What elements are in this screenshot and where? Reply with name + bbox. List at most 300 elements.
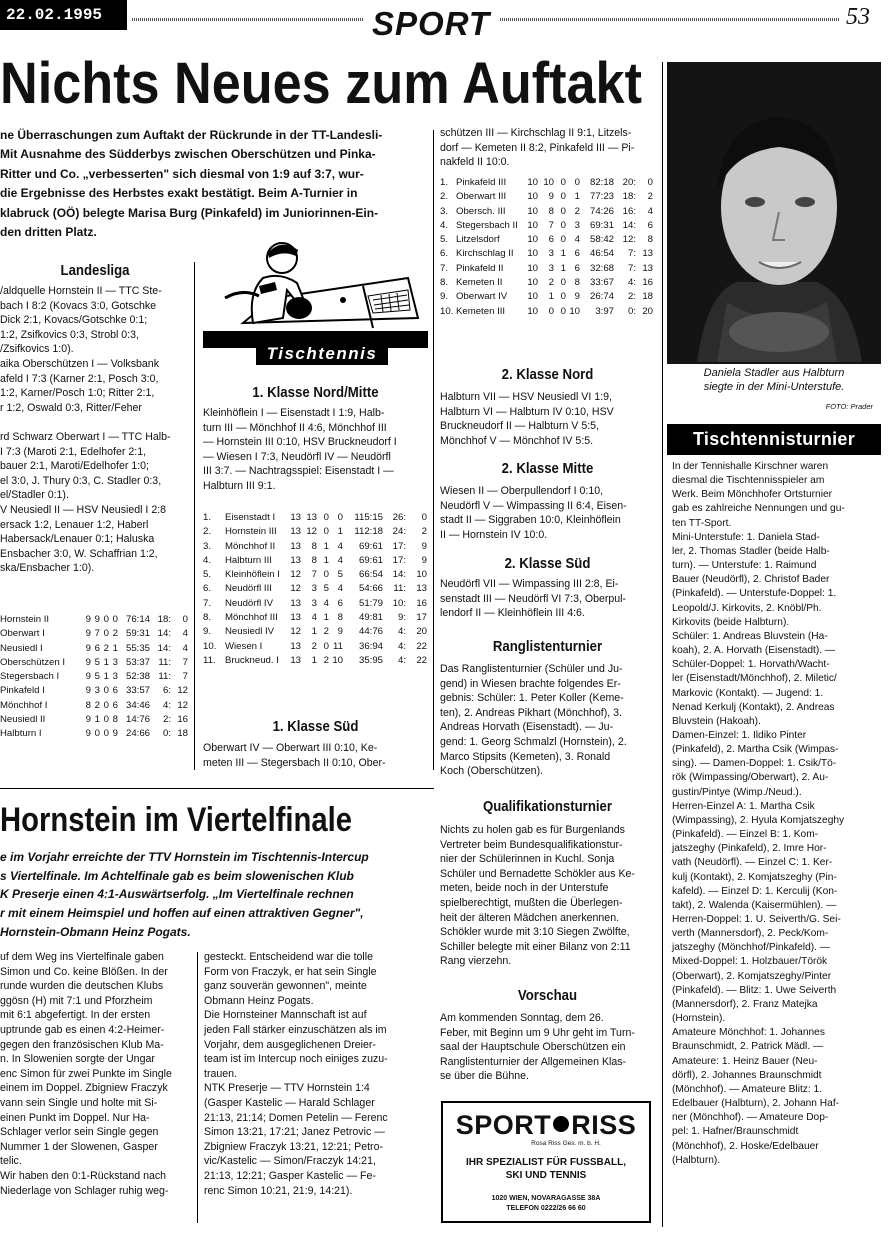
table-cell-b: 2 xyxy=(311,640,317,652)
article2-col1: uf dem Weg ins Viertelfinale gaben Simon und Co. keine Blößen. In der runde wurden die deutschen Klubs ggösn (H) mit 7:1 und Pforzheim mit 6:1 abgefertigt. In der ersten uptrunde gab es einen 4:2-Heimer- gegen den französischen Klub Ma- n. In Slowenien sorgte der Ungar enc Simon für zwei Punkte im Single einem im Doppel. Zbigniew Fraczyk vann sein Single und holte mit Si- einen Punkt im Doppel. Nur Ha- Schlager verlor sein Single gegen Nummer 1 der Slowenen, Gasper telic. Wir haben den 0:1-Rückstand nach Niederlage von Schlager ruhig weg- xyxy=(0,951,172,1197)
table-cell-d: 4 xyxy=(337,540,343,552)
photo-credit: FOTO: Prader xyxy=(825,402,873,411)
ad-slogan-2: SKI UND TENNIS xyxy=(505,1170,587,1181)
table-cell-s: 2 xyxy=(94,699,100,711)
table-cell-pts: 16: xyxy=(622,205,636,217)
table-cell-team: Pinkafeld II xyxy=(456,262,504,274)
table-cell-team: Obersch. III xyxy=(456,205,506,217)
table-cell-pts: 0: xyxy=(162,728,171,740)
date-stamp: 22.02.1995 xyxy=(0,0,127,30)
table-row xyxy=(203,640,428,654)
table-cell-c: 0 xyxy=(323,640,329,652)
table-cell-c: 1 xyxy=(560,248,566,260)
table-cell-b: 3 xyxy=(311,583,317,595)
table-cell-team: Stegersbach I xyxy=(0,671,60,683)
table-row xyxy=(0,642,190,656)
table-cell-m: 18 xyxy=(642,291,653,303)
table-cell-c: 1 xyxy=(560,262,566,274)
ad-slogan-1: IHR SPEZIALIST FÜR FUSSBALL, xyxy=(466,1157,626,1168)
ranglistenturnier-text: Das Ranglistenturnier (Schüler und Ju- gend) in Wiesen brachte folgendes Er- gebnis: Schüler: 1. Peter Koller (Keme- ten), 2. Andreas Pikhart (Mönchhof), 3. Andreas Horvath (Eisenstadt). — Ju- gend: 1. Georg Schmalzl (Hornstein), 2. Marco Stipsits (Kemeten), 3. Ronald Koch (Oberschützen). xyxy=(440,663,627,778)
table-cell-pts: 11: xyxy=(393,583,406,595)
table-cell-g: 8 xyxy=(85,699,91,711)
tischtennis-label: Tischtennis xyxy=(256,343,388,365)
table-cell-sets: 115:15 xyxy=(354,512,383,523)
table-cell-m: 2 xyxy=(421,526,427,538)
table-cell-team: Kemeten III xyxy=(456,305,506,317)
table-cell-team: Mönchhof II xyxy=(225,540,276,552)
table-cell-b: 9 xyxy=(548,191,554,203)
table-cell-m: 18 xyxy=(177,728,188,740)
table-cell-no: 5. xyxy=(440,234,449,246)
table-row xyxy=(203,511,428,525)
article2-col2: gesteckt. Entscheidend war die tolle Form von Fraczyk, er hat sein Single ganz souverän gewonnen", meinte Obmann Heinz Pogats. Die Hornsteiner Mannschaft ist auf jeden Fall stärker einzuschätzen als im Vorjahr, dem ausgeglichenen Dreier- team ist im Intercup noch einiges zuzu- trauen. NTK Preserje — TTV Hornstein 1:4 (Gasper Kastelic — Harald Schlager 21:13, 21:14; Domen Petelin — Ferenc Simon 13:21, 17:21; Janez Petrovic — Zbigniew Fraczyk 13:21, 12:21; Petro- vic/Kastelic — Simon/Fraczyk 14:21, 21:13, 12:21; Gasper Kastelic — Fe- renc Simon 10:21, 21:9, 14:21). xyxy=(204,951,388,1197)
table-cell-sets: 55:35 xyxy=(125,642,150,654)
table-cell-sets: 54:66 xyxy=(358,583,383,595)
table-cell-m: 10 xyxy=(416,569,427,581)
table-cell-no: 7. xyxy=(203,597,212,609)
table-row xyxy=(203,525,428,539)
table-cell-pts: 4: xyxy=(397,654,406,666)
table-cell-g: 9 xyxy=(85,642,91,654)
table-cell-m: 16 xyxy=(416,597,427,609)
table-cell-n: 8 xyxy=(112,714,118,726)
table-cell-sets: 33:67 xyxy=(589,277,614,289)
table-cell-sets: 34:46 xyxy=(125,699,150,711)
table-cell-sets: 112:18 xyxy=(354,526,383,538)
table-cell-pts: 14: xyxy=(157,642,171,654)
klasse-sued-2-heading: 2. Klasse Süd xyxy=(504,555,591,572)
table-cell-no: 10. xyxy=(440,305,454,317)
table-cell-c: 1 xyxy=(323,554,329,566)
table-cell-c: 0 xyxy=(323,512,329,523)
table-cell-a: 10 xyxy=(527,234,538,246)
ad-address: 1020 WIEN, NOVARAGASSE 38A xyxy=(491,1195,601,1202)
table-cell-sets: 44:76 xyxy=(358,626,383,638)
table-cell-team: Oberwart I xyxy=(0,628,45,640)
klasse-nord-2-heading: 2. Klasse Nord xyxy=(501,366,594,383)
table-cell-a: 13 xyxy=(290,540,301,552)
klasse-sued-1-results: Oberwart IV — Oberwart III 0:10, Ke- meten III — Stegersbach II 0:10, Ober- xyxy=(203,742,386,769)
table-cell-team: Kirchschlag II xyxy=(456,248,514,260)
table-row xyxy=(0,656,190,670)
table-cell-b: 8 xyxy=(311,540,317,552)
table-cell-m: 17 xyxy=(416,612,427,624)
table-cell-no: 3. xyxy=(203,540,212,552)
table-cell-d: 4 xyxy=(337,583,343,595)
table-cell-c: 2 xyxy=(323,626,329,638)
table-cell-team: Bruckneud. I xyxy=(225,654,279,666)
table-cell-b: 6 xyxy=(548,234,554,246)
table-cell-b: 0 xyxy=(548,305,554,317)
table-cell-no: 2. xyxy=(203,526,212,538)
section-title: SPORT xyxy=(372,5,491,42)
table-cell-n: 9 xyxy=(112,728,118,740)
table-cell-no: 1. xyxy=(203,512,212,523)
landesliga-heading: Landesliga xyxy=(60,262,130,279)
table-cell-d: 1 xyxy=(337,526,343,538)
table-cell-u: 0 xyxy=(103,714,109,726)
table-cell-pts: 7: xyxy=(627,262,636,274)
table-cell-u: 1 xyxy=(103,656,109,668)
table-cell-pts: 10: xyxy=(392,597,406,609)
table-cell-c: 0 xyxy=(560,234,566,246)
table-cell-sets: 77:23 xyxy=(589,191,614,203)
table-cell-m: 12 xyxy=(177,685,188,697)
table-cell-no: 5. xyxy=(203,569,212,581)
table-cell-g: 9 xyxy=(85,671,91,683)
table-cell-pts: 4: xyxy=(627,277,636,289)
table-cell-s: 9 xyxy=(94,614,100,625)
table-cell-n: 0 xyxy=(112,614,118,625)
table-cell-a: 13 xyxy=(290,640,301,652)
table-cell-pts: 14: xyxy=(392,569,406,581)
table-cell-m: 20 xyxy=(416,626,427,638)
table-cell-m: 7 xyxy=(182,671,188,683)
table-cell-a: 10 xyxy=(527,191,538,203)
table-cell-d: 3 xyxy=(574,219,580,231)
table-cell-m: 9 xyxy=(421,554,427,566)
table-cell-sets: 32:68 xyxy=(589,262,614,274)
table-cell-team: Neusiedl II xyxy=(0,714,46,726)
table-cell-d: 5 xyxy=(337,569,343,581)
table-cell-team: Hornstein III xyxy=(225,526,277,538)
table-row xyxy=(0,713,190,727)
table-cell-b: 1 xyxy=(311,654,317,666)
table-cell-m: 16 xyxy=(642,277,653,289)
table-cell-sets: 33:57 xyxy=(125,685,150,697)
table-row xyxy=(440,262,655,276)
table-cell-m: 0 xyxy=(182,614,188,625)
table-row xyxy=(203,540,428,554)
table-cell-s: 5 xyxy=(94,671,100,683)
main-lead: ne Überraschungen zum Auftakt der Rückrunde in der TT-Landesli- Mit Ausnahme des Südderbys zwischen Oberschützen und Pinka- Ritter und Co. „verbesserten" sich diesmal von 1:9 auf 3:7, wur- die Ergebnisse des Herbstes exakt bestätigt. Beim A-Turnier in klabruck (OÖ) belegte Marisa Burg (Pinkafeld) im Juniorinnen-Ein- den dritten Platz. xyxy=(0,128,383,240)
table-cell-no: 10. xyxy=(203,640,217,652)
table-row xyxy=(203,568,428,582)
table-row xyxy=(440,247,655,261)
table-cell-m: 22 xyxy=(416,654,427,666)
table-cell-s: 3 xyxy=(94,685,100,697)
table-cell-b: 3 xyxy=(311,597,317,609)
table-row xyxy=(440,290,655,304)
table-cell-m: 20 xyxy=(642,305,653,317)
qualifikationsturnier-text: Nichts zu holen gab es für Burgenlands Vertreter beim Bundesqualifikationstur- nier der Schülerinnen in Kuchl. Sonja Schüler und Bernadette Schökler aus Ke- meten, beide noch in der Unterstufe spielberechtigt, mußten die Überlegen- heit der älteren Mädchen anerkennen. Schökler wurde mit 3:10 Siegen Zwölfte, Schiller belegte mit einer Bilanz von 2:11 Rang vierzehn. xyxy=(440,824,635,968)
table-cell-team: Kemeten II xyxy=(456,277,503,289)
table-cell-a: 10 xyxy=(527,177,538,188)
table-cell-d: 6 xyxy=(574,262,580,274)
table-cell-d: 9 xyxy=(337,626,343,638)
ad-brand: SPORT xyxy=(455,1110,552,1140)
table-cell-sets: 82:18 xyxy=(589,177,614,188)
table-cell-c: 0 xyxy=(560,205,566,217)
table-cell-no: 4. xyxy=(203,554,212,566)
klasse-mitte-2-results: Wiesen II — Oberpullendorf I 0:10, Neudörfl V — Wimpassing II 6:4, Eisen- stadt II — Siggraben 10:0, Kleinhöflein II — Hornstein IV 10:0. xyxy=(440,485,627,541)
table-row xyxy=(203,625,428,639)
table-cell-m: 4 xyxy=(182,642,188,654)
table-cell-pts: 6: xyxy=(162,685,171,697)
table-cell-team: Oberschützen I xyxy=(0,656,66,668)
table-cell-c: 0 xyxy=(560,177,566,188)
table-cell-team: Stegersbach II xyxy=(456,219,518,231)
table-cell-d: 0 xyxy=(337,512,343,523)
table-cell-team: Oberwart III xyxy=(456,191,507,203)
table-cell-c: 1 xyxy=(323,540,329,552)
header-rule-right xyxy=(500,18,840,21)
table-cell-d: 2 xyxy=(574,205,580,217)
table-cell-u: 0 xyxy=(103,699,109,711)
table-cell-b: 1 xyxy=(311,626,317,638)
table-cell-b: 2 xyxy=(548,277,554,289)
table-cell-m: 4 xyxy=(647,205,653,217)
klasse-nord-mitte-heading: 1. Klasse Nord/Mitte xyxy=(252,384,379,401)
table-cell-sets: 69:61 xyxy=(358,540,383,552)
table-cell-team: Neusiedl I xyxy=(0,642,43,654)
qualifikationsturnier-heading: Qualifikationsturnier xyxy=(482,798,613,815)
table-cell-pts: 18: xyxy=(157,614,171,625)
table-row xyxy=(440,205,655,219)
table-cell-c: 0 xyxy=(560,277,566,289)
table-cell-team: Wiesen I xyxy=(225,640,263,652)
table-cell-m: 8 xyxy=(647,234,653,246)
table-cell-c: 0 xyxy=(323,569,329,581)
table-cell-sets: 69:61 xyxy=(358,554,383,566)
table-row xyxy=(0,613,190,627)
table-cell-a: 12 xyxy=(290,626,301,638)
table-cell-b: 10 xyxy=(543,177,554,188)
table-cell-sets: 66:54 xyxy=(358,569,383,581)
table-cell-m: 7 xyxy=(182,656,188,668)
ad-brand2: RISS xyxy=(571,1110,637,1140)
table-cell-u: 0 xyxy=(103,614,109,625)
table-row xyxy=(440,233,655,247)
table-cell-c: 0 xyxy=(560,219,566,231)
table-cell-d: 10 xyxy=(332,654,343,666)
article2-lead: e im Vorjahr erreichte der TTV Hornstein im Tischtennis-Intercup s Viertelfinale. Im Achtelfinale gab es beim slowenischen Klub K Preserje einen 4:1-Auswärtserfolg. „Im Viertelfinale rechnen r mit einem Heimspiel und hoffen auf einen attraktiven Gegner", Hornstein-Obmann Heinz Pogats. xyxy=(0,850,369,939)
table-cell-team: Halbturn III xyxy=(225,554,272,566)
table-row xyxy=(203,554,428,568)
table-row xyxy=(203,582,428,596)
table-cell-b: 3 xyxy=(548,262,554,274)
table-cell-s: 7 xyxy=(94,628,100,640)
article2-col-rule xyxy=(197,952,198,1223)
klasse-sued-2-results: Neudörfl VII — Wimpassing III 2:8, Ei- senstadt III — Neudörfl VI 7:3, Oberpul- lendorf II — Kleinhöflein III 4:6. xyxy=(440,578,627,620)
table-cell-pts: 9: xyxy=(397,612,406,624)
table-cell-pts: 26: xyxy=(392,512,406,523)
table-cell-b: 7 xyxy=(311,569,317,581)
table-cell-c: 0 xyxy=(323,526,329,538)
table-cell-n: 6 xyxy=(112,685,118,697)
table-cell-pts: 0: xyxy=(627,305,636,317)
table-row xyxy=(440,276,655,290)
table-cell-n: 3 xyxy=(112,671,118,683)
table-cell-a: 10 xyxy=(527,305,538,317)
table-cell-a: 13 xyxy=(290,654,301,666)
table-cell-sets: 3:97 xyxy=(595,305,614,317)
table-cell-d: 1 xyxy=(574,191,580,203)
table-cell-pts: 11: xyxy=(158,656,171,668)
table-cell-no: 6. xyxy=(440,248,449,260)
table-cell-pts: 12: xyxy=(622,234,636,246)
table-cell-d: 11 xyxy=(333,640,343,652)
ad-phone: TELEFON 0222/26 66 60 xyxy=(506,1205,586,1212)
table-cell-m: 13 xyxy=(642,248,653,260)
turnier-text: In der Tennishalle Kirschner waren diesmal die Tischtennisspieler am Werk. Beim Mönchhofer Ortsturnier gab es zahlreiche Nennungen und gu- ten TT-Sport. Mini-Unterstufe: 1. Daniela Stad- ler, 2. Thomas Stadler (beide Halb- turn). — Unterstufe: 1. Raimund Bauer (Neudörfl), 2. Christof Bader (Pinkafeld). — Unterstufe-Doppel: 1. Leopold/J. Kirkovits, 2. Knöbl/Ph. Kirkovits (beide Halbturn). Schüler: 1. Andreas Bluvstein (Ha- koah), 2. A. Horvath (Eisenstadt). — Schüler-Doppel: 1. Horvath/Wacht- ler (Eisenstadt/Mönchhof), 2. Miletic/ Markovic (Kontakt). — Jugend: 1. Nenad Kerkulj (Kontakt), 2. Andreas Bluvstein (Hakoah). Damen-Einzel: 1. Ildiko Pinter (Pinkafeld), 2. Martha Csik (Wimpas- sing). — Damen-Doppel: 1. Csik/Tö- rök (Wimpassing/Oberwart), 2. Au- gustin/Pintye (Wimp./Neud.). Herren-Einzel A: 1. Martha Csik (Wimpassing), 2. Hyula Komjatszeghy (Pinkafeld). — Einzel B: 1. Kom- jatszeghy (Pinkafeld), 2. Imre Hor- vath (Neudörfl). — Einzel C: 1. Ker- kulj (Kontakt), 2. Komjatszeghy (Pin- kafeld). — Einzel D: 1. Kerculij (Kon- takt), 2. Walenda (Kaisermühlen). — Herren-Doppel: 1. U. Seiverth/G. Sei- verth (Mannersdorf), 2. Peck/Kom- jatszeghy (Mönchhof/Pinkafeld). — Mixed-Doppel: 1. Holzbauer/Török (Oberwart), 2. Komjatszeghy/Pinter (Pinkafeld). — Blitz: 1. Uwe Seiverth (Mannersdorf), 2. Franz Matejka (Hornstein). Amateure Mönchhof: 1. Johannes Braunschmidt, 2. Patrick Mädl. — Amateure: 1. Heinz Bauer (Neu- dörfl), 2. Johannes Braunschmidt (Mönchhof). — Amateure Blitz: 1. Edelbauer (Halbturn), 2. Johann Haf- ner (Mönchhof). — Amateure Dop- pel: 1. Hafner/Braunschmidt (Mönchhof), 2. Hoske/Edelbauer (Halbturn). xyxy=(672,461,845,1166)
table-cell-no: 7. xyxy=(440,262,449,274)
table-cell-team: Halbturn I xyxy=(0,728,42,740)
table-cell-b: 8 xyxy=(311,554,317,566)
table-row xyxy=(0,627,190,641)
table-cell-m: 0 xyxy=(647,177,653,188)
table-row xyxy=(203,654,428,668)
ad-logo-mark xyxy=(553,1116,569,1132)
header-rule-left xyxy=(132,18,364,21)
table-cell-m: 6 xyxy=(647,219,653,231)
table-cell-sets: 53:37 xyxy=(125,656,150,668)
table-cell-pts: 17: xyxy=(392,540,406,552)
table-cell-m: 9 xyxy=(421,540,427,552)
table-cell-no: 8. xyxy=(203,612,212,624)
table-cell-s: 5 xyxy=(94,656,100,668)
table-cell-c: 0 xyxy=(560,305,566,317)
table-cell-pts: 4: xyxy=(397,626,406,638)
table-cell-no: 6. xyxy=(203,583,212,595)
table-cell-s: 1 xyxy=(94,714,100,726)
table-cell-a: 13 xyxy=(290,512,301,523)
table-cell-s: 0 xyxy=(94,728,100,740)
table-cell-sets: 59:31 xyxy=(125,628,150,640)
table-cell-m: 16 xyxy=(177,714,188,726)
klasse-nord-2-results: Halbturn VII — HSV Neusiedl VI 1:9, Halbturn VI — Halbturn IV 0:10, HSV Bruckneudorf II — Halbturn V 5:5, Mönchhof V — Mönchhof IV 5:5. xyxy=(440,391,614,447)
right-column-rule xyxy=(662,62,663,1227)
table-row xyxy=(0,727,190,741)
col1-rule xyxy=(194,262,195,770)
table-cell-c: 4 xyxy=(323,597,329,609)
table-cell-sets: 26:74 xyxy=(589,291,614,303)
vorschau-heading: Vorschau xyxy=(517,987,578,1004)
table-cell-a: 10 xyxy=(527,248,538,260)
table-cell-d: 8 xyxy=(574,277,580,289)
table-cell-pts: 14: xyxy=(622,219,636,231)
table-cell-u: 0 xyxy=(103,628,109,640)
table-cell-d: 0 xyxy=(574,177,580,188)
table-row xyxy=(440,190,655,204)
col2-rule xyxy=(433,130,434,770)
table-cell-g: 9 xyxy=(85,628,91,640)
table-cell-no: 4. xyxy=(440,219,449,231)
table-cell-pts: 20: xyxy=(622,177,636,188)
table-cell-team: Mönchhof I xyxy=(0,699,48,711)
table-cell-team: Litzelsdorf xyxy=(456,234,500,246)
table-cell-n: 2 xyxy=(112,628,118,640)
main-headline: Nichts Neues zum Auftakt xyxy=(0,51,642,116)
table-cell-a: 10 xyxy=(527,205,538,217)
table-cell-team: Eisenstadt I xyxy=(225,512,276,523)
table-cell-d: 9 xyxy=(574,291,580,303)
turnier-title: Tischtennisturnier xyxy=(667,424,881,455)
table-cell-no: 9. xyxy=(203,626,212,638)
ad-logo xyxy=(443,1111,649,1139)
klasse-sued-1-table xyxy=(440,176,655,319)
table-cell-team: Neudörfl IV xyxy=(225,597,273,609)
table-cell-sets: 69:31 xyxy=(589,219,614,231)
table-cell-g: 9 xyxy=(85,714,91,726)
klasse-sued-1-results-cont: schützen III — Kirchschlag II 9:1, Litzels- dorf — Kemeten II 8:2, Pinkafeld III — Pi- nakfeld II 10:0. xyxy=(440,127,635,169)
table-cell-b: 13 xyxy=(306,512,317,523)
table-cell-d: 4 xyxy=(574,234,580,246)
table-cell-a: 10 xyxy=(527,262,538,274)
table-cell-a: 13 xyxy=(290,612,301,624)
table-cell-pts: 17: xyxy=(392,554,406,566)
table-cell-m: 0 xyxy=(421,512,427,523)
table-cell-pts: 2: xyxy=(627,291,636,303)
klasse-nord-mitte-table xyxy=(203,511,428,668)
table-cell-team: Oberwart IV xyxy=(456,291,508,303)
table-cell-pts: 24: xyxy=(392,526,406,538)
table-cell-a: 13 xyxy=(290,526,301,538)
page-number: 53 xyxy=(846,4,870,30)
table-cell-no: 11. xyxy=(203,654,216,666)
table-row xyxy=(0,684,190,698)
table-cell-g: 9 xyxy=(85,685,91,697)
table-cell-u: 0 xyxy=(103,728,109,740)
table-cell-m: 4 xyxy=(182,628,188,640)
table-cell-team: Hornstein II xyxy=(0,614,50,625)
table-row xyxy=(440,219,655,233)
landesliga-results: /aldquelle Hornstein II — TTC Ste- bach I 8:2 (Kovacs 3:0, Gotschke Dick 2:1, Kovacs/Gotschke 0:1; 1:2, Zsifkovics 0:3, Strobl 0:3, /Zsifkovics 1:0). aika Oberschützen I — Volksbank afeld I 7:3 (Karner 2:1, Posch 3:0, 1:2, Karner/Posch 1:0; Ritter 2:1, r 1:2, Oswald 0:3, Ritter/Feher rd Schwarz Oberwart I — TTC Halb- I 7:3 (Maroti 2:1, Edelhofer 2:1, bauer 2:1, Maroti/Edelhofer 1:0; el 3:0, J. Thury 0:3, C. Stadler 0:3, el/Stadler 0:1). V Neusiedl II — HSV Neusiedl I 2:8 ersack 1:2, Lenauer 1:2, Haberl Habersack/Lenauer 0:1; Haluska Ensbacher 3:0, W. Schaffrian 1:2, ska/Ensbacher 1:0). xyxy=(0,285,171,575)
table-cell-d: 6 xyxy=(337,597,343,609)
table-row xyxy=(0,670,190,684)
table-cell-a: 10 xyxy=(527,219,538,231)
photo-caption: Daniela Stadler aus Halbturn siegte in der Mini-Unterstufe. xyxy=(703,367,845,393)
table-cell-team: Kleinhöflein I xyxy=(225,569,280,581)
table-cell-c: 0 xyxy=(560,291,566,303)
table-cell-m: 22 xyxy=(416,640,427,652)
table-row xyxy=(440,176,655,190)
table-cell-team: Neudörfl III xyxy=(225,583,272,595)
table-cell-sets: 46:54 xyxy=(589,248,614,260)
table-cell-a: 13 xyxy=(290,554,301,566)
table-cell-a: 13 xyxy=(290,597,301,609)
table-cell-sets: 24:66 xyxy=(125,728,150,740)
table-cell-n: 3 xyxy=(112,656,118,668)
table-row xyxy=(440,305,655,319)
table-cell-team: Pinkafeld III xyxy=(456,177,507,188)
table-cell-a: 10 xyxy=(527,291,538,303)
table-cell-pts: 11: xyxy=(158,671,171,683)
table-cell-a: 12 xyxy=(290,583,301,595)
table-cell-n: 1 xyxy=(112,642,118,654)
player-photo-image xyxy=(667,62,881,364)
table-cell-pts: 4: xyxy=(162,699,171,711)
table-cell-sets: 51:79 xyxy=(358,597,383,609)
table-cell-g: 9 xyxy=(85,614,91,625)
table-cell-n: 6 xyxy=(112,699,118,711)
table-cell-b: 12 xyxy=(306,526,317,538)
table-cell-sets: 52:38 xyxy=(125,671,150,683)
table-cell-b: 7 xyxy=(548,219,554,231)
table-cell-b: 1 xyxy=(548,291,554,303)
table-cell-u: 1 xyxy=(103,671,109,683)
table-cell-team: Pinkafeld I xyxy=(0,685,45,697)
table-cell-team: Mönchhof III xyxy=(225,612,278,624)
table-cell-c: 5 xyxy=(323,583,329,595)
table-cell-no: 9. xyxy=(440,291,449,303)
landesliga-table xyxy=(0,613,190,742)
table-cell-sets: 36:94 xyxy=(358,640,383,652)
table-cell-no: 3. xyxy=(440,205,449,217)
sport-riss-ad xyxy=(441,1101,651,1223)
ranglistenturnier-heading: Ranglistenturnier xyxy=(492,638,603,655)
table-cell-pts: 2: xyxy=(162,714,171,726)
